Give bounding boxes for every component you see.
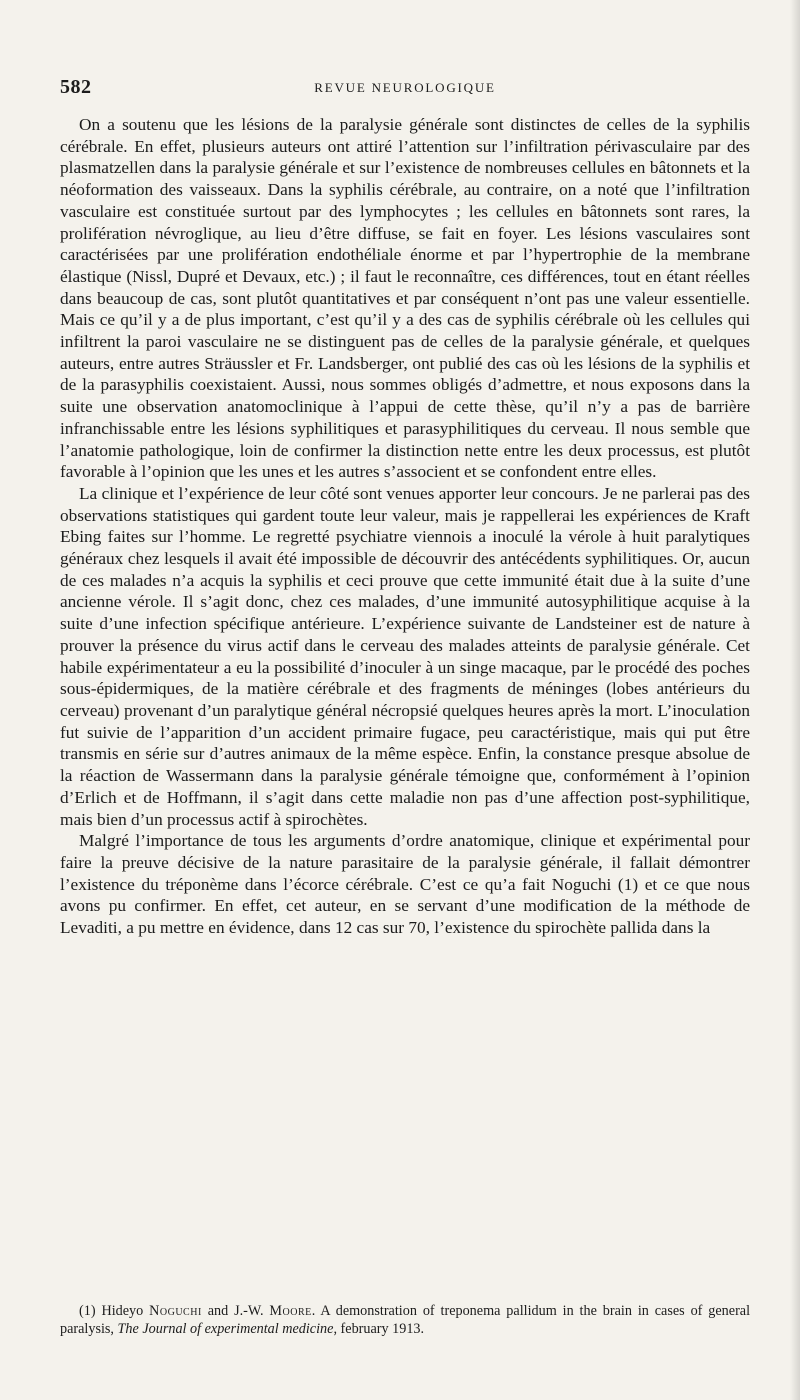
page-edge-shadow bbox=[790, 0, 800, 1400]
paragraph-treponema: Malgré l’importance de tous les arguments d’ordre anatomique, clinique et expérimental pour faire la preuve décisive de la nature parasitaire de la paralysie générale, il fallait démontrer l’existence du tréponème dans l’écorce cérébrale. C’est ce qu’a fait Noguchi (1) et ce que nous avons pu confirmer. En effet, cet auteur, en se servant d’une modification de la méthode de Levaditi, a pu mettre en évidence, dans 12 cas sur 70, l’existence du spirochète pallida dans la bbox=[60, 831, 750, 938]
footnote-author-noguchi: Noguchi bbox=[149, 1303, 202, 1319]
paragraph-syphilis-lesions: On a soutenu que les lésions de la paralysie générale sont distinctes de celles de la syphilis cérébrale. En effet, plusieurs auteurs ont attiré l’attention sur l’infiltration périvasculaire par des plasmatzellen dans la paralysie générale et sur l’existence de nombreuses cellules en bâtonnets et la néoformation des vaisseaux. Dans la syphilis cérébrale, au contraire, on a noté que l’infiltration vasculaire est constituée surtout par des lymphocytes ; les cellules en bâtonnets sont rares, la prolifération névroglique, au lieu d’être diffuse, se fait en foyer. Les lésions vasculaires sont caractérisées par une prolifération endothéliale énorme et par l’hypertrophie de la membrane élastique (Nissl, Dupré et Devaux, etc.) ; il faut le reconnaître, ces différences, tout en étant réelles dans beaucoup de cas, sont plutôt quantitatives et par conséquent n’ont pas une valeur essentielle. Mais ce qu’il y a de plus important, c’est qu’il y a des cas de syphilis cérébrale où les cellules qui infiltrent la paroi vasculaire ne se distinguent pas de celles de la paralysie générale, et quelques auteurs, entre autres Sträussler et Fr. Landsberger, ont publié des cas où les lésions de la syphilis et de la parasyphilis coexistaient. Aussi, nous sommes obligés d’admettre, et nous exposons dans la suite une observation anatomoclinique à l’appui de cette thèse, qu’il n’y a pas de barrière infranchissable entre les lésions syphilitiques et parasyphilitiques du cerveau. Il nous semble que l’anatomie pathologique, loin de confirmer la distinction nette entre les deux processus, est plutôt favorable à l’opinion que les unes et les autres s’associent et se confondent entre elles. bbox=[60, 115, 750, 482]
paragraph-clinical-experience: La clinique et l’expérience de leur côté sont venues apporter leur concours. Je ne parlerai pas des observations statistiques qui gardent toute leur valeur, mais je rappellerai les expériences de Kraft Ebing faites sur l’homme. Le regretté psychiatre viennois a inoculé la vérole à huit paralytiques généraux chez lesquels il avait été impossible de découvrir des antécédents syphilitiques. Or, aucun de ces malades n’a acquis la syphilis et ceci prouve que cette immunité était due à la suite d’une ancienne vérole. Il s’agit donc, chez ces malades, d’une immunité autosyphilitique acquise à la suite d’une infection spécifique antérieure. L’expérience suivante de Landsteiner est de nature à prouver la présence du virus actif dans le cerveau des malades atteints de paralysie générale. Cet habile expérimentateur a eu la possibilité d’inoculer à un singe macaque, par le procédé des poches sous-épidermiques, de la matière cérébrale et des fragments de méninges (lobes antérieurs du cerveau) provenant d’un paralytique général nécropsié quelques heures après la mort. L’inoculation fut suivie de l’apparition d’un accident primaire fugace, peu caractéristique, mais qui put être transmis en série sur d’autres animaux de la même espèce. Enfin, la constance presque absolue de la réaction de Wassermann dans la paralysie générale témoigne que, conformément à l’opinion d’Erlich et de Hoffmann, il s’agit dans cette maladie non pas d’une affection post-syphilitique, mais bien d’un processus actif à spirochètes. bbox=[60, 483, 750, 829]
page-header bbox=[60, 76, 750, 100]
footnote-marker: (1) bbox=[79, 1303, 96, 1319]
footnote bbox=[60, 1302, 750, 1338]
running-head: REVUE NEUROLOGIQUE bbox=[314, 80, 496, 95]
footnote-journal: The Journal of experimental medicine bbox=[117, 1321, 334, 1337]
footnote-author-first: Hideyo bbox=[101, 1303, 144, 1319]
footnote-title: . A demonstration of treponema pallidum in the brain in cases of general paralysis, bbox=[60, 1303, 751, 1337]
page-number: 582 bbox=[60, 76, 92, 98]
footnote-author-moore: Moore bbox=[269, 1303, 312, 1319]
footnote-date: , february 1913. bbox=[333, 1321, 425, 1337]
footnote-and: and J.-W. bbox=[207, 1303, 264, 1319]
body-text bbox=[60, 114, 750, 939]
